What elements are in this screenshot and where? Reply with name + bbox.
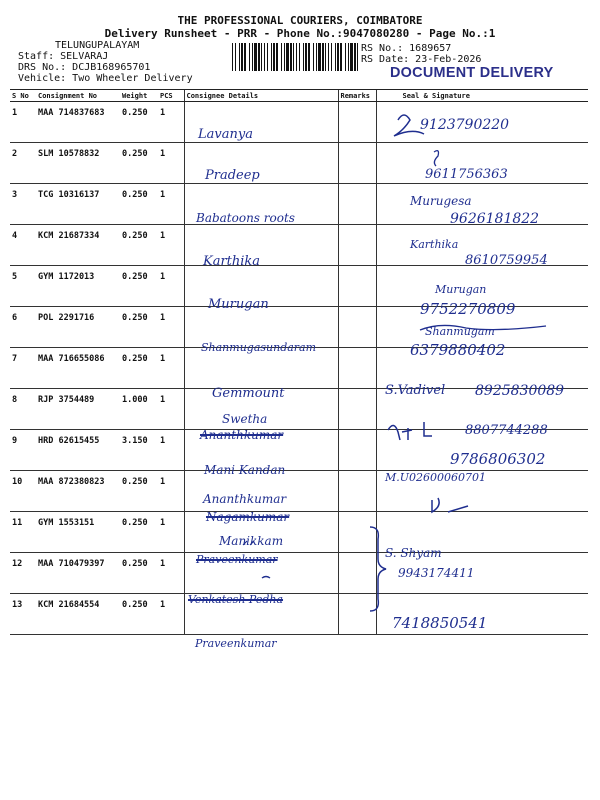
handwritten-consignee: Murugan bbox=[208, 297, 269, 312]
row-sno: 7 bbox=[10, 348, 36, 389]
barcode bbox=[232, 43, 358, 71]
table-row bbox=[10, 512, 588, 553]
barcode-bar bbox=[284, 43, 285, 71]
handwritten-consignee-struck: Nagamkumar bbox=[206, 510, 290, 524]
col-signature: Seal & Signature bbox=[376, 90, 588, 102]
runsheet-title: Delivery Runsheet - PRR - Phone No.:9047080280 - Page No.:1 bbox=[104, 27, 496, 40]
rs-number: RS No.: 1689657 bbox=[361, 43, 452, 54]
barcode-bar bbox=[340, 43, 342, 71]
row-weight: 0.250 bbox=[120, 307, 158, 348]
handwritten-signature: 9611756363 bbox=[425, 167, 508, 182]
barcode-bar bbox=[252, 43, 253, 71]
barcode-bar bbox=[357, 43, 358, 71]
handwritten-signature: 9786806302 bbox=[450, 450, 546, 468]
row-remarks-cell bbox=[338, 389, 376, 430]
handwritten-signature: S. Shyam bbox=[385, 546, 442, 560]
handwritten-consignee: Praveenkumar bbox=[195, 637, 277, 650]
col-sno: S No bbox=[10, 90, 36, 102]
handwritten-signature: 7418850541 bbox=[392, 614, 488, 632]
handwritten-signature: Murugesa bbox=[410, 194, 472, 208]
row-consignment-no: GYM 1172013 bbox=[36, 266, 120, 307]
row-sno: 12 bbox=[10, 553, 36, 594]
barcode-bar bbox=[286, 43, 289, 71]
row-pcs: 1 bbox=[158, 184, 184, 225]
row-consignment-no: HRD 62615455 bbox=[36, 430, 120, 471]
barcode-bar bbox=[331, 43, 332, 71]
row-remarks-cell bbox=[338, 307, 376, 348]
barcode-bar bbox=[273, 43, 275, 71]
handwritten-signature: Murugan bbox=[435, 283, 487, 296]
barcode-bar bbox=[337, 43, 339, 71]
row-remarks-cell bbox=[338, 266, 376, 307]
barcode-bar bbox=[328, 43, 329, 71]
barcode-bar bbox=[313, 43, 314, 71]
row-consignment-no: POL 2291716 bbox=[36, 307, 120, 348]
vehicle-type: Vehicle: Two Wheeler Delivery bbox=[18, 73, 193, 84]
row-remarks-cell bbox=[338, 430, 376, 471]
row-consignment-no: RJP 3754489 bbox=[36, 389, 120, 430]
row-sno: 2 bbox=[10, 143, 36, 184]
row-sno: 1 bbox=[10, 102, 36, 143]
row-weight: 0.250 bbox=[120, 266, 158, 307]
handwritten-consignee-struck: Venkatesh Pedha bbox=[188, 593, 284, 606]
row-consignment-no: MAA 714837683 bbox=[36, 102, 120, 143]
row-weight: 0.250 bbox=[120, 184, 158, 225]
barcode-bar bbox=[345, 43, 346, 71]
row-pcs: 1 bbox=[158, 102, 184, 143]
drs-number: DRS No.: DCJB168965701 bbox=[18, 62, 151, 73]
handwritten-consignee: Ananthkumar bbox=[203, 492, 287, 506]
barcode-bar bbox=[316, 43, 317, 71]
barcode-bar bbox=[281, 43, 282, 71]
row-pcs: 1 bbox=[158, 430, 184, 471]
barcode-bar bbox=[348, 43, 349, 71]
handwritten-consignee-struck: Praveenkumar bbox=[196, 553, 278, 566]
handwritten-signature: Karthika bbox=[410, 238, 459, 251]
row-weight: 0.250 bbox=[120, 143, 158, 184]
barcode-bar bbox=[258, 43, 260, 71]
handwritten-signature: 8925830089 bbox=[475, 383, 565, 399]
row-pcs: 1 bbox=[158, 389, 184, 430]
row-pcs: 1 bbox=[158, 471, 184, 512]
table-row bbox=[10, 594, 588, 635]
row-pcs: 1 bbox=[158, 512, 184, 553]
handwritten-consignee: Shanmugasundaram bbox=[201, 341, 317, 354]
row-remarks-cell bbox=[338, 143, 376, 184]
handwritten-signature: 9123790220 bbox=[420, 117, 510, 133]
barcode-bar bbox=[267, 43, 268, 71]
row-weight: 1.000 bbox=[120, 389, 158, 430]
table-row bbox=[10, 471, 588, 512]
row-consignment-no: MAA 710479397 bbox=[36, 553, 120, 594]
handwritten-signature: Shanmugam bbox=[425, 325, 495, 338]
handwritten-signature: S.Vadivel bbox=[385, 383, 446, 398]
row-weight: 0.250 bbox=[120, 594, 158, 635]
barcode-bar bbox=[264, 43, 265, 71]
branch-name: TELUNGUPALAYAM bbox=[55, 40, 140, 51]
handwritten-consignee: Mani Kandan bbox=[204, 463, 286, 477]
handwritten-consignee-struck: Ananthkumar bbox=[200, 428, 284, 442]
barcode-bar bbox=[325, 43, 326, 71]
row-consignment-no: KCM 21684554 bbox=[36, 594, 120, 635]
row-weight: 0.250 bbox=[120, 471, 158, 512]
row-weight: 3.150 bbox=[120, 430, 158, 471]
row-sno: 3 bbox=[10, 184, 36, 225]
barcode-bar bbox=[308, 43, 310, 71]
row-pcs: 1 bbox=[158, 307, 184, 348]
row-weight: 0.250 bbox=[120, 348, 158, 389]
barcode-bar bbox=[244, 43, 246, 71]
barcode-bar bbox=[305, 43, 307, 71]
barcode-bar bbox=[239, 43, 240, 71]
row-remarks-cell bbox=[338, 348, 376, 389]
col-consignment: Consignment No bbox=[36, 90, 120, 102]
handwritten-consignee: Babatoons roots bbox=[196, 211, 295, 225]
row-pcs: 1 bbox=[158, 594, 184, 635]
barcode-bar bbox=[299, 43, 300, 71]
handwritten-signature: 9943174411 bbox=[398, 566, 475, 580]
row-remarks-cell bbox=[338, 102, 376, 143]
barcode-bar bbox=[290, 43, 292, 71]
barcode-bar bbox=[232, 43, 233, 71]
handwritten-consignee: Gemmount bbox=[212, 386, 285, 401]
barcode-bar bbox=[235, 43, 236, 71]
table-header-row bbox=[10, 90, 588, 102]
handwritten-signature: 8610759954 bbox=[465, 253, 548, 268]
barcode-bar bbox=[354, 43, 356, 71]
row-pcs: 1 bbox=[158, 266, 184, 307]
row-remarks-cell bbox=[338, 184, 376, 225]
barcode-bar bbox=[303, 43, 304, 71]
row-sno: 4 bbox=[10, 225, 36, 266]
row-weight: 0.250 bbox=[120, 225, 158, 266]
handwritten-consignee: Pradeep bbox=[205, 168, 260, 183]
handwritten-signature: 8807744288 bbox=[465, 423, 548, 438]
row-consignment-no: GYM 1553151 bbox=[36, 512, 120, 553]
barcode-bar bbox=[249, 43, 250, 71]
document-delivery-stamp: DOCUMENT DELIVERY bbox=[390, 64, 554, 81]
row-remarks-cell bbox=[338, 512, 376, 553]
handwritten-signature: 9752270809 bbox=[420, 300, 516, 318]
rs-date: RS Date: 23-Feb-2026 bbox=[361, 54, 482, 65]
handwritten-signature: 9626181822 bbox=[450, 211, 540, 227]
handwritten-consignee: Lavanya bbox=[198, 127, 253, 142]
col-remarks: Remarks bbox=[338, 90, 376, 102]
row-pcs: 1 bbox=[158, 348, 184, 389]
row-sno: 11 bbox=[10, 512, 36, 553]
row-consignment-no: SLM 10578832 bbox=[36, 143, 120, 184]
row-remarks-cell bbox=[338, 225, 376, 266]
barcode-bar bbox=[322, 43, 324, 71]
row-sno: 6 bbox=[10, 307, 36, 348]
row-weight: 0.250 bbox=[120, 553, 158, 594]
barcode-bar bbox=[276, 43, 278, 71]
barcode-bar bbox=[254, 43, 257, 71]
row-consignment-no: MAA 872380823 bbox=[36, 471, 120, 512]
row-sno: 5 bbox=[10, 266, 36, 307]
row-weight: 0.250 bbox=[120, 102, 158, 143]
handwritten-consignee: Swetha bbox=[222, 412, 268, 426]
row-consignment-no: KCM 21687334 bbox=[36, 225, 120, 266]
barcode-bar bbox=[271, 43, 272, 71]
row-pcs: 1 bbox=[158, 143, 184, 184]
row-weight: 0.250 bbox=[120, 512, 158, 553]
row-pcs: 1 bbox=[158, 553, 184, 594]
barcode-bar bbox=[296, 43, 297, 71]
handwritten-signature: 6379880402 bbox=[410, 341, 506, 359]
barcode-bar bbox=[293, 43, 294, 71]
barcode-bar bbox=[241, 43, 243, 71]
handwritten-signature: M.U02600060701 bbox=[385, 471, 487, 484]
barcode-bar bbox=[318, 43, 321, 71]
col-pcs: PCS bbox=[158, 90, 184, 102]
row-pcs: 1 bbox=[158, 225, 184, 266]
row-sno: 8 bbox=[10, 389, 36, 430]
row-sno: 13 bbox=[10, 594, 36, 635]
barcode-bar bbox=[335, 43, 336, 71]
row-sno: 9 bbox=[10, 430, 36, 471]
handwritten-consignee: Manikkam bbox=[219, 534, 284, 548]
row-remarks-cell bbox=[338, 471, 376, 512]
company-name: THE PROFESSIONAL COURIERS, COIMBATORE bbox=[177, 14, 423, 27]
staff-name: Staff: SELVARAJ bbox=[18, 51, 109, 62]
col-consignee: Consignee Details bbox=[184, 90, 338, 102]
handwritten-consignee: Karthika bbox=[203, 254, 261, 269]
barcode-bar bbox=[261, 43, 262, 71]
row-consignment-no: TCG 10316137 bbox=[36, 184, 120, 225]
col-weight: Weight bbox=[120, 90, 158, 102]
row-sno: 10 bbox=[10, 471, 36, 512]
row-consignment-no: MAA 716655086 bbox=[36, 348, 120, 389]
row-remarks-cell bbox=[338, 553, 376, 594]
barcode-bar bbox=[350, 43, 353, 71]
row-remarks-cell bbox=[338, 594, 376, 635]
table-row bbox=[10, 553, 588, 594]
